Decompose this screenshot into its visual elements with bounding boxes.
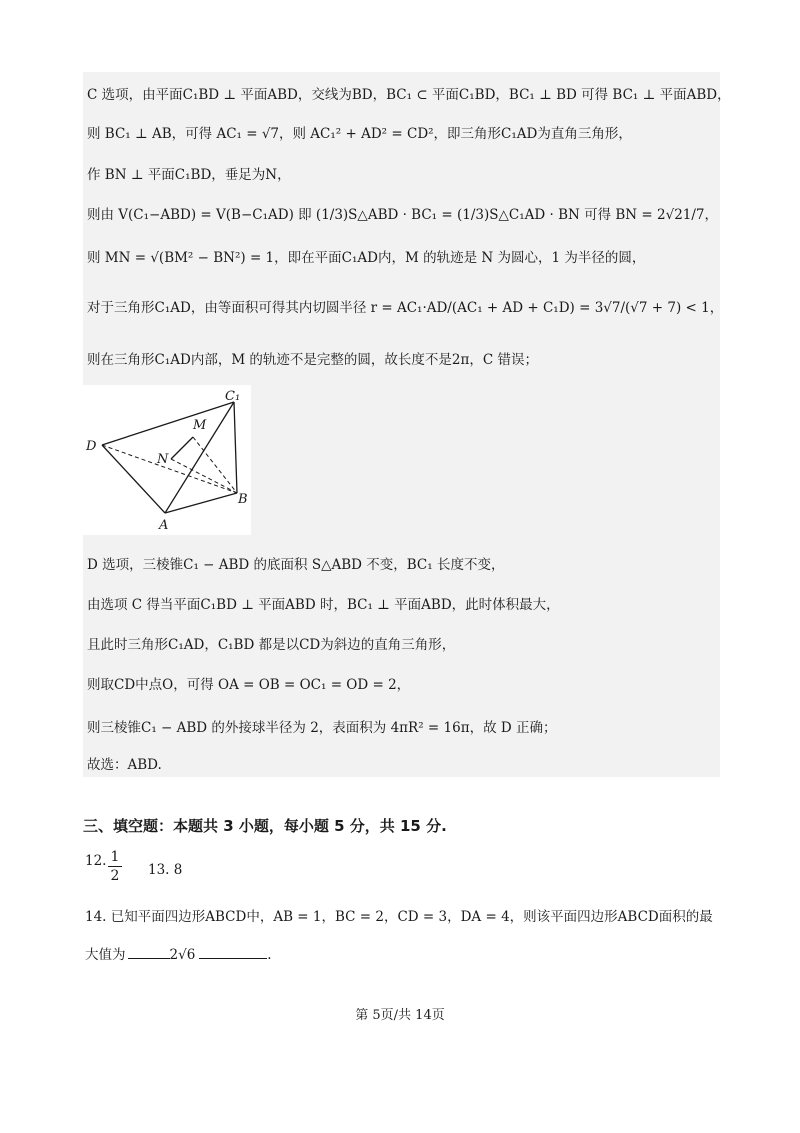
answer-13: 13. 8 — [148, 862, 183, 878]
solution-line-6: 对于三角形C₁AD，由等面积可得其内切圆半径 r = AC₁·AD/(AC₁ + AD + C₁D) = 3√7/(√7 + 7) < 1， — [87, 300, 724, 316]
answer-blank-left — [128, 958, 170, 959]
solution-line-13: 故选：ABD. — [87, 757, 162, 773]
page-footer: 第 5页/共 14页 — [355, 1008, 445, 1023]
edge-da — [102, 445, 165, 513]
label-n: N — [157, 452, 169, 467]
solution-line-2: 则 BC₁ ⊥ AB，可得 AC₁ = √7，则 AC₁² + AD² = CD²，即三角形C₁AD为直角三角形， — [87, 126, 632, 142]
answer-14-value: 2√6 — [169, 947, 196, 963]
solution-line-8: D 选项，三棱锥C₁ − ABD 的底面积 S△ABD 不变，BC₁ 长度不变， — [87, 557, 505, 573]
solution-line-12: 则三棱锥C₁ − ABD 的外接球半径为 2，表面积为 4πR² = 16π，故 D 正确； — [87, 720, 557, 736]
solution-line-5: 则 MN = √(BM² − BN²) = 1，即在平面C₁AD内，M 的轨迹是 N 为圆心，1 为半径的圆， — [87, 250, 646, 266]
edge-dc1 — [102, 402, 234, 445]
edge-c1b — [234, 402, 237, 493]
answer-12-number: 12. — [85, 853, 107, 869]
solution-line-4: 则由 V(C₁−ABD) = V(B−C₁AD) 即 (1/3)S△ABD · BC₁ = (1/3)S△C₁AD · BN 可得 BN = 2√21/7， — [87, 207, 719, 223]
fraction-denominator: 2 — [110, 868, 120, 884]
segment-mn — [171, 437, 193, 459]
label-c1: C₁ — [225, 389, 241, 404]
tetrahedron-diagram — [83, 385, 251, 535]
edge-db-hidden — [102, 445, 237, 493]
label-d: D — [86, 439, 97, 454]
answer-blank-right — [199, 958, 267, 959]
question-14-line-1: 14. 已知平面四边形ABCD中，AB = 1，BC = 2，CD = 3，DA = 4，则该平面四边形ABCD面积的最 — [85, 909, 713, 925]
solution-line-9: 由选项 C 得当平面C₁BD ⊥ 平面ABD 时，BC₁ ⊥ 平面ABD，此时体积最大， — [87, 597, 560, 613]
solution-line-11: 则取CD中点O，可得 OA = OB = OC₁ = OD = 2， — [87, 677, 411, 693]
segment-mb-hidden — [193, 437, 237, 493]
section-heading: 三、填空题：本题共 3 小题，每小题 5 分，共 15 分. — [83, 817, 447, 835]
question-14-prefix: 大值为 — [85, 947, 126, 963]
solution-line-1: C 选项，由平面C₁BD ⊥ 平面ABD，交线为BD，BC₁ ⊂ 平面C₁BD，BC₁ ⊥ BD 可得 BC₁ ⊥ 平面ABD， — [87, 87, 731, 103]
solution-line-10: 且此时三角形C₁AD，C₁BD 都是以CD为斜边的直角三角形， — [87, 637, 456, 653]
answer-12-fraction — [108, 849, 122, 884]
tetrahedron-figure — [83, 385, 251, 535]
solution-line-7: 则在三角形C₁AD内部，M 的轨迹不是完整的圆，故长度不是2π，C 错误； — [87, 352, 539, 368]
label-m: M — [193, 418, 207, 433]
question-14-line-2: 大值为 2√6 . — [85, 947, 272, 963]
solution-line-3: 作 BN ⊥ 平面C₁BD，垂足为N， — [87, 167, 291, 183]
label-b: B — [238, 492, 248, 507]
label-a: A — [159, 518, 169, 533]
fraction-numerator: 1 — [110, 849, 120, 865]
